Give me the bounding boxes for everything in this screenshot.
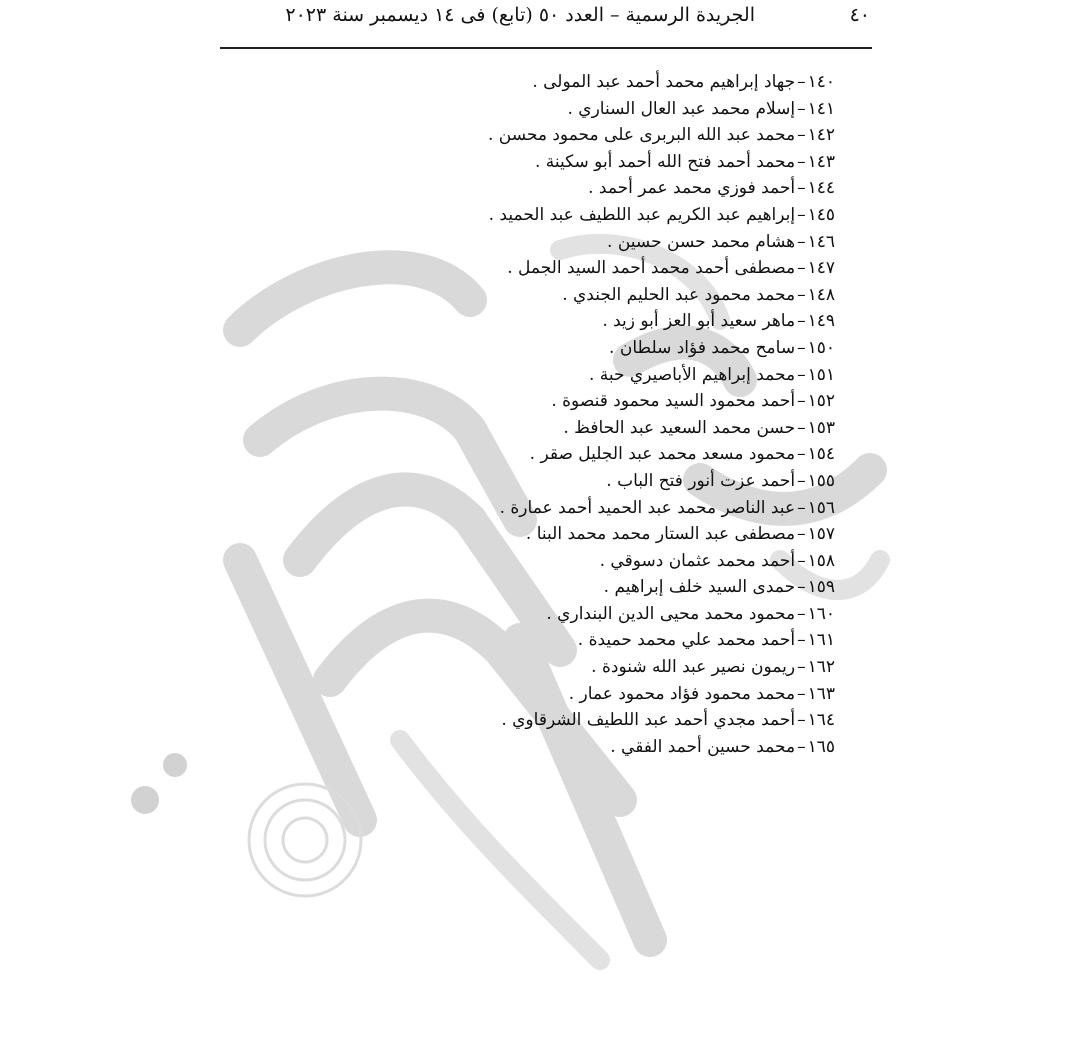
list-item <box>488 627 835 654</box>
list-item <box>488 574 835 601</box>
watermark-seal <box>249 784 361 896</box>
item-number: ١٤٢ <box>807 125 835 146</box>
page-number: ٤٠ <box>849 4 870 26</box>
item-name: محمد إبراهيم الأباصيري حبة . <box>588 364 796 385</box>
list-item <box>488 96 835 123</box>
item-dash: – <box>797 417 806 438</box>
item-number: ١٥٠ <box>807 337 835 358</box>
item-dash: – <box>797 98 806 119</box>
item-name: مصطفى أحمد محمد أحمد السيد الجمل . <box>507 258 796 279</box>
item-number: ١٥٦ <box>807 497 835 518</box>
item-name: مصطفى عبد الستار محمد محمد البنا . <box>525 524 796 545</box>
item-dash: – <box>797 710 806 731</box>
item-number: ١٦٢ <box>807 657 835 678</box>
list-item <box>488 335 835 362</box>
item-dash: – <box>797 151 806 172</box>
item-dash: – <box>797 657 806 678</box>
list-item <box>488 468 835 495</box>
list-item <box>488 441 835 468</box>
list-item <box>488 601 835 628</box>
item-number: ١٦٣ <box>807 683 835 704</box>
item-number: ١٦٠ <box>807 603 835 624</box>
item-name: محمد أحمد فتح الله أحمد أبو سكينة . <box>534 151 796 172</box>
item-number: ١٥٧ <box>807 524 835 545</box>
list-item <box>488 308 835 335</box>
list-item <box>488 362 835 389</box>
item-name: محمود محمد محيى الدين البنداري . <box>546 603 796 624</box>
list-item <box>488 149 835 176</box>
item-dash: – <box>797 125 806 146</box>
item-name: أحمد محمد علي محمد حميدة . <box>577 630 796 651</box>
list-item <box>488 707 835 734</box>
item-number: ١٥٣ <box>807 417 835 438</box>
item-number: ١٥١ <box>807 364 835 385</box>
item-dash: – <box>797 364 806 385</box>
item-number: ١٤٦ <box>807 231 835 252</box>
item-name: ريمون نصير عبد الله شنودة . <box>591 657 796 678</box>
name-list <box>488 69 835 760</box>
watermark-dot <box>131 786 159 814</box>
item-name: محمد حسين أحمد الفقي . <box>610 736 796 757</box>
watermark-stroke <box>260 394 520 520</box>
item-dash: – <box>797 736 806 757</box>
item-name: سامح محمد فؤاد سلطان . <box>609 337 796 358</box>
item-dash: – <box>797 72 806 92</box>
item-name: محمد محمود عبد الحليم الجندي . <box>562 284 796 305</box>
item-name: أحمد فوزي محمد عمر أحمد . <box>588 178 796 199</box>
list-item <box>488 388 835 415</box>
item-number: ١٤٨ <box>807 284 835 305</box>
item-name: إسلام محمد عبد العال السناري . <box>567 98 796 119</box>
item-name: أحمد عزت أنور فتح الباب . <box>606 470 796 491</box>
item-name: حسن محمد السعيد عبد الحافظ . <box>563 417 796 438</box>
item-number: ١٤٠ <box>807 72 835 92</box>
list-item <box>488 229 835 256</box>
item-name: أحمد مجدي أحمد عبد اللطيف الشرقاوي . <box>501 710 796 731</box>
item-dash: – <box>797 311 806 332</box>
item-number: ١٦٤ <box>807 710 835 731</box>
item-dash: – <box>797 284 806 305</box>
header-rule <box>220 47 872 49</box>
list-item <box>488 202 835 229</box>
list-item <box>488 69 835 96</box>
list-item <box>488 255 835 282</box>
item-number: ١٤٥ <box>807 204 835 225</box>
item-number: ١٤٧ <box>807 258 835 279</box>
item-number: ١٤٩ <box>807 311 835 332</box>
item-name: محمود مسعد محمد عبد الجليل صقر . <box>529 444 796 465</box>
watermark-stroke <box>240 560 360 820</box>
item-name: عبد الناصر محمد عبد الحميد أحمد عمارة . <box>499 497 796 518</box>
item-number: ١٦٥ <box>807 736 835 757</box>
item-name: أحمد محمد عثمان دسوقي . <box>599 550 796 571</box>
item-number: ١٥٨ <box>807 550 835 571</box>
item-dash: – <box>797 470 806 491</box>
item-number: ١٤٣ <box>807 151 835 172</box>
item-number: ١٥٩ <box>807 577 835 598</box>
item-dash: – <box>797 550 806 571</box>
item-dash: – <box>797 258 806 279</box>
item-name: محمد محمود فؤاد محمود عمار . <box>568 683 796 704</box>
item-dash: – <box>797 603 806 624</box>
item-dash: – <box>797 524 806 545</box>
item-number: ١٦١ <box>807 630 835 651</box>
item-name: جهاد إبراهيم محمد أحمد عبد المولى . <box>532 72 796 92</box>
item-number: ١٤١ <box>807 98 835 119</box>
list-item <box>488 734 835 761</box>
item-dash: – <box>797 444 806 465</box>
list-item <box>488 415 835 442</box>
item-name: أحمد محمود السيد محمود قنصوة . <box>551 391 796 412</box>
item-number: ١٤٤ <box>807 178 835 199</box>
list-item <box>488 282 835 309</box>
list-item <box>488 521 835 548</box>
item-name: هشام محمد حسن حسين . <box>607 231 796 252</box>
item-number: ١٥٢ <box>807 391 835 412</box>
list-item <box>488 548 835 575</box>
watermark-dot <box>163 753 187 777</box>
watermark-stroke <box>240 267 470 330</box>
list-item <box>488 122 835 149</box>
item-number: ١٥٥ <box>807 470 835 491</box>
running-title: الجريدة الرسمية – العدد ٥٠ (تابع) فى ١٤ ديسمبر سنة ٢٠٢٣ <box>285 4 755 26</box>
item-name: حمدى السيد خلف إبراهيم . <box>603 577 796 598</box>
item-dash: – <box>797 178 806 199</box>
item-dash: – <box>797 231 806 252</box>
list-item <box>488 681 835 708</box>
item-dash: – <box>797 630 806 651</box>
item-dash: – <box>797 497 806 518</box>
item-dash: – <box>797 204 806 225</box>
item-dash: – <box>797 683 806 704</box>
watermark-stroke <box>400 740 600 960</box>
item-name: محمد عبد الله البربرى على محمود محسن . <box>487 125 796 146</box>
item-dash: – <box>797 577 806 598</box>
item-name: إبراهيم عبد الكريم عبد اللطيف عبد الحميد . <box>488 204 796 225</box>
list-item <box>488 654 835 681</box>
item-dash: – <box>797 337 806 358</box>
item-dash: – <box>797 391 806 412</box>
list-item <box>488 175 835 202</box>
page-header <box>220 0 870 40</box>
item-number: ١٥٤ <box>807 444 835 465</box>
list-item <box>488 495 835 522</box>
item-name: ماهر سعيد أبو العز أبو زيد . <box>602 311 796 332</box>
